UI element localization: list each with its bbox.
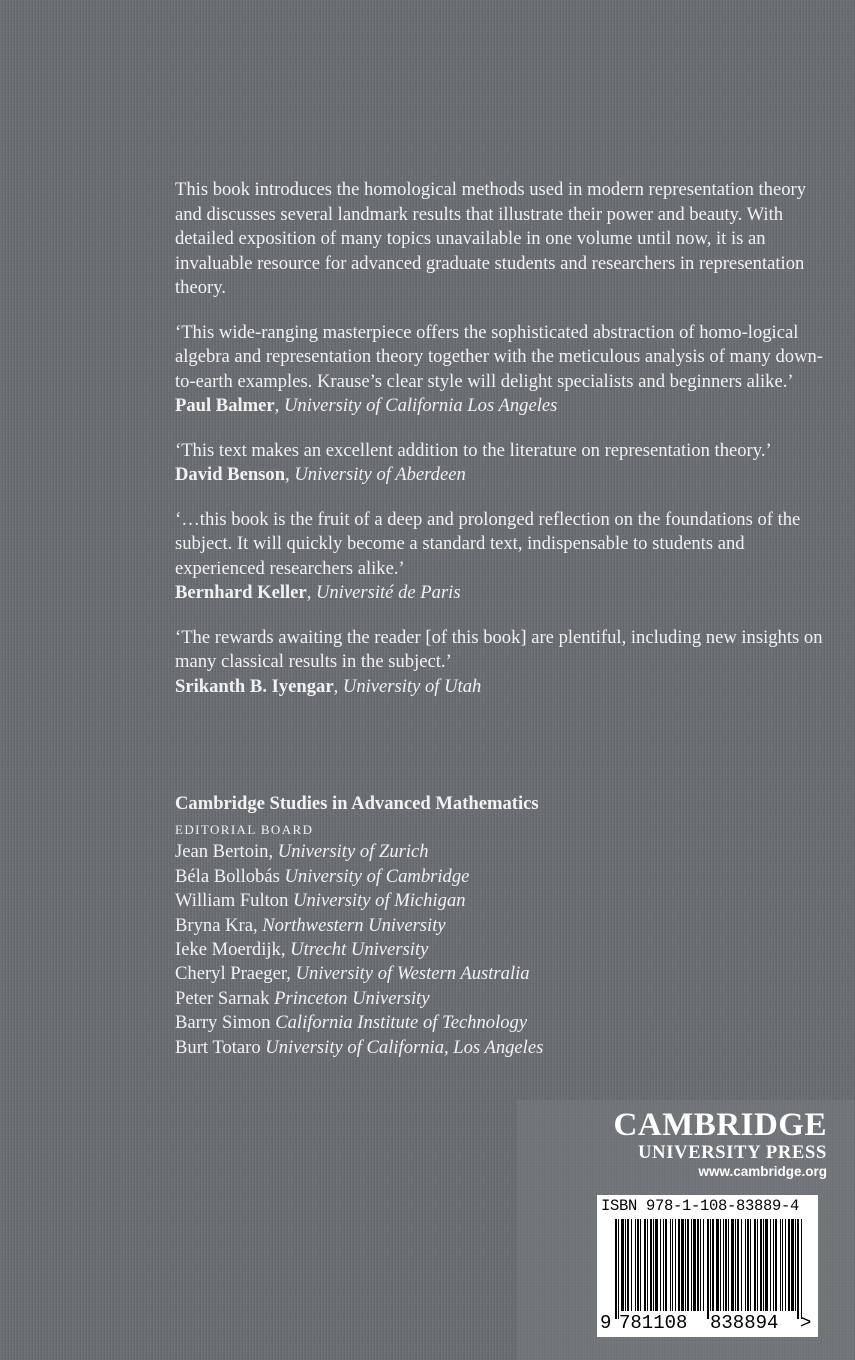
barcode-bar	[678, 1219, 680, 1311]
review-quote: ‘The rewards awaiting the reader [of this book] are plentiful, including new insights on many classical results in the subject.’	[175, 626, 823, 672]
reviewer-name: Srikanth B. Iyengar	[175, 675, 334, 697]
barcode-bar	[640, 1219, 641, 1311]
barcode-bar	[670, 1219, 671, 1311]
barcode-bar	[745, 1219, 746, 1311]
series-title: Cambridge Studies in Advanced Mathematics	[175, 793, 539, 814]
barcode-bar	[625, 1219, 626, 1311]
reviewer-name: David Benson	[175, 464, 286, 485]
member-name: Burt Totaro	[175, 1036, 261, 1058]
barcode-bar	[723, 1219, 724, 1311]
barcode-bar	[681, 1219, 684, 1311]
board-member	[175, 865, 835, 889]
reviewer-name: Bernhard Keller	[175, 582, 307, 603]
barcode-bar	[693, 1219, 696, 1311]
board-member	[175, 1036, 835, 1060]
barcode-first-digit: 9	[600, 1312, 612, 1334]
barcode-bar	[627, 1219, 629, 1311]
reviewer-affiliation: University of California Los Angeles	[283, 395, 558, 416]
review-quote: ‘This wide-ranging masterpiece offers the sophisticated abstraction of homo-logical algebra and representation theory together with the meticulous analysis of many down-to-earth examples. Krause’s clear style will delight specialists and beginners alike.’	[175, 321, 824, 392]
board-member	[175, 840, 835, 864]
review-4: ‘The rewards awaiting the reader [of this book] are plentiful, including new insights on many classical results in the subject.’ Srikanth B. Iyengar, University of Utah	[175, 626, 823, 697]
barcode-marker: >	[800, 1312, 812, 1334]
review-1: ‘This wide-ranging masterpiece offers the sophisticated abstraction of homo-logical algebra and representation theory together with the meticulous analysis of many down-to-earth examples. Krause’s clear style will delight specialists and beginners alike.’ Paul Balmer, University of California Los Angeles	[175, 321, 824, 416]
barcode-bar	[703, 1219, 704, 1311]
board-member	[175, 938, 835, 962]
publisher-logo	[597, 1107, 827, 1181]
barcode-bar	[615, 1219, 617, 1319]
barcode-bar	[647, 1219, 648, 1311]
review-quote: ‘This text makes an excellent addition to the literature on representation theory.’	[175, 439, 772, 461]
editorial-board-heading: EDITORIAL BOARD	[175, 822, 314, 838]
back-cover-text	[175, 178, 835, 719]
barcode-bar	[655, 1219, 658, 1311]
barcode-bar	[700, 1219, 701, 1311]
board-member	[175, 962, 835, 986]
member-name: Barry Simon	[175, 1012, 271, 1034]
member-name: Béla Bollobás	[175, 865, 280, 887]
barcode-group-left: 781108	[619, 1312, 688, 1334]
series-info	[175, 792, 835, 1060]
board-member	[175, 889, 835, 913]
barcode-bar	[737, 1219, 739, 1311]
barcode-bar	[637, 1219, 639, 1311]
board-member	[175, 1011, 835, 1035]
barcode-bar	[665, 1219, 667, 1311]
barcode-bar	[780, 1219, 781, 1311]
barcode-bar	[631, 1219, 632, 1311]
barcode-bar	[747, 1219, 749, 1311]
barcode-bar	[720, 1219, 721, 1311]
barcode-bar	[697, 1219, 699, 1311]
barcode-bar	[728, 1219, 729, 1311]
board-member	[175, 987, 835, 1011]
publisher-name: CAMBRIDGE	[613, 1107, 827, 1143]
review-quote: ‘…this book is the fruit of a deep and prolonged reflection on the foundations of the subject. It will quickly become a standard text, indispensable to students and experienced researchers alike.’	[175, 508, 801, 579]
barcode-bar	[801, 1219, 802, 1319]
barcode-bar	[760, 1219, 762, 1311]
barcode-group-right: 838894	[710, 1312, 779, 1334]
member-name: Bryna Kra,	[175, 914, 258, 936]
reviewer-affiliation: Université de Paris	[315, 582, 461, 603]
barcode-bar	[795, 1219, 796, 1311]
reviewer-affiliation: University of Aberdeen	[294, 464, 466, 485]
barcode-bar	[618, 1219, 619, 1319]
reviewer-name: Paul Balmer	[175, 395, 275, 416]
barcode-bar	[621, 1219, 624, 1311]
barcode-bar	[685, 1219, 686, 1311]
member-affiliation: University of Western Australia	[295, 963, 530, 985]
barcode-bar	[782, 1219, 783, 1311]
member-affiliation: University of Zurich	[277, 841, 429, 863]
member-affiliation: California Institute of Technology	[275, 1012, 528, 1034]
barcode-bar	[644, 1219, 646, 1311]
member-name: Cheryl Praeger,	[175, 963, 291, 985]
barcode-bar	[741, 1219, 742, 1311]
barcode-bar	[750, 1219, 751, 1311]
barcode-bar	[754, 1219, 756, 1311]
board-member	[175, 914, 835, 938]
barcode-bar	[712, 1219, 714, 1311]
member-affiliation: University of Cambridge	[284, 865, 470, 887]
barcode-bar	[675, 1219, 676, 1311]
barcode-bar	[650, 1219, 652, 1311]
member-name: Peter Sarnak	[175, 987, 270, 1009]
barcode-bar	[663, 1219, 664, 1311]
barcode-bar	[788, 1219, 790, 1311]
member-name: Jean Bertoin,	[175, 841, 274, 863]
barcode-bar	[757, 1219, 758, 1311]
barcode-bar	[687, 1219, 689, 1311]
barcode-bar	[735, 1219, 736, 1311]
book-description: This book introduces the homological methods used in modern representation theory and discusses several landmark results that illustrate their power and beauty. With detailed exposition of many topics unavailable in one volume until now, it is an invaluable resource for advanced graduate students and researchers in representation theory.	[175, 179, 807, 298]
member-affiliation: Princeton University	[274, 987, 430, 1009]
review-2: ‘This text makes an excellent addition to the literature on representation theory.’ David Benson, University of Aberdeen	[175, 439, 772, 485]
barcode-bar	[725, 1219, 727, 1311]
barcode-bar	[635, 1219, 636, 1311]
barcode-bar	[765, 1219, 768, 1311]
member-name: William Fulton	[175, 890, 289, 912]
barcode-bar	[710, 1219, 711, 1311]
reviewer-affiliation: University of Utah	[342, 675, 482, 697]
barcode-bar	[791, 1219, 794, 1311]
barcode-bar	[716, 1219, 719, 1311]
publisher-subtitle: UNIVERSITY PRESS	[638, 1143, 827, 1163]
barcode-bar	[770, 1219, 771, 1311]
member-affiliation: University of Michigan	[293, 890, 466, 912]
publisher-url: www.cambridge.org	[698, 1164, 827, 1179]
barcode-bar	[691, 1219, 692, 1311]
barcode-bar	[653, 1219, 654, 1311]
member-affiliation: Utrecht University	[290, 939, 429, 961]
member-name: Ieke Moerdijk,	[175, 939, 286, 961]
barcode-bar	[773, 1219, 774, 1311]
member-affiliation: University of California, Los Angeles	[265, 1036, 544, 1058]
barcode-bar	[672, 1219, 673, 1311]
member-affiliation: Northwestern University	[262, 914, 446, 936]
barcode-bar	[785, 1219, 786, 1311]
barcode	[597, 1195, 818, 1337]
barcode-bar	[775, 1219, 777, 1311]
isbn-label: ISBN 978-1-108-83889-4	[601, 1197, 800, 1215]
barcode-bar	[797, 1219, 799, 1319]
review-3: ‘…this book is the fruit of a deep and prolonged reflection on the foundations of the subject. It will quickly become a standard text, indispensable to students and experienced researchers alike.’ Bernhard Keller, Université de Paris	[175, 508, 801, 603]
barcode-bar	[707, 1219, 709, 1319]
barcode-bar	[731, 1219, 734, 1311]
barcode-bar	[763, 1219, 764, 1311]
barcode-bar	[660, 1219, 661, 1311]
